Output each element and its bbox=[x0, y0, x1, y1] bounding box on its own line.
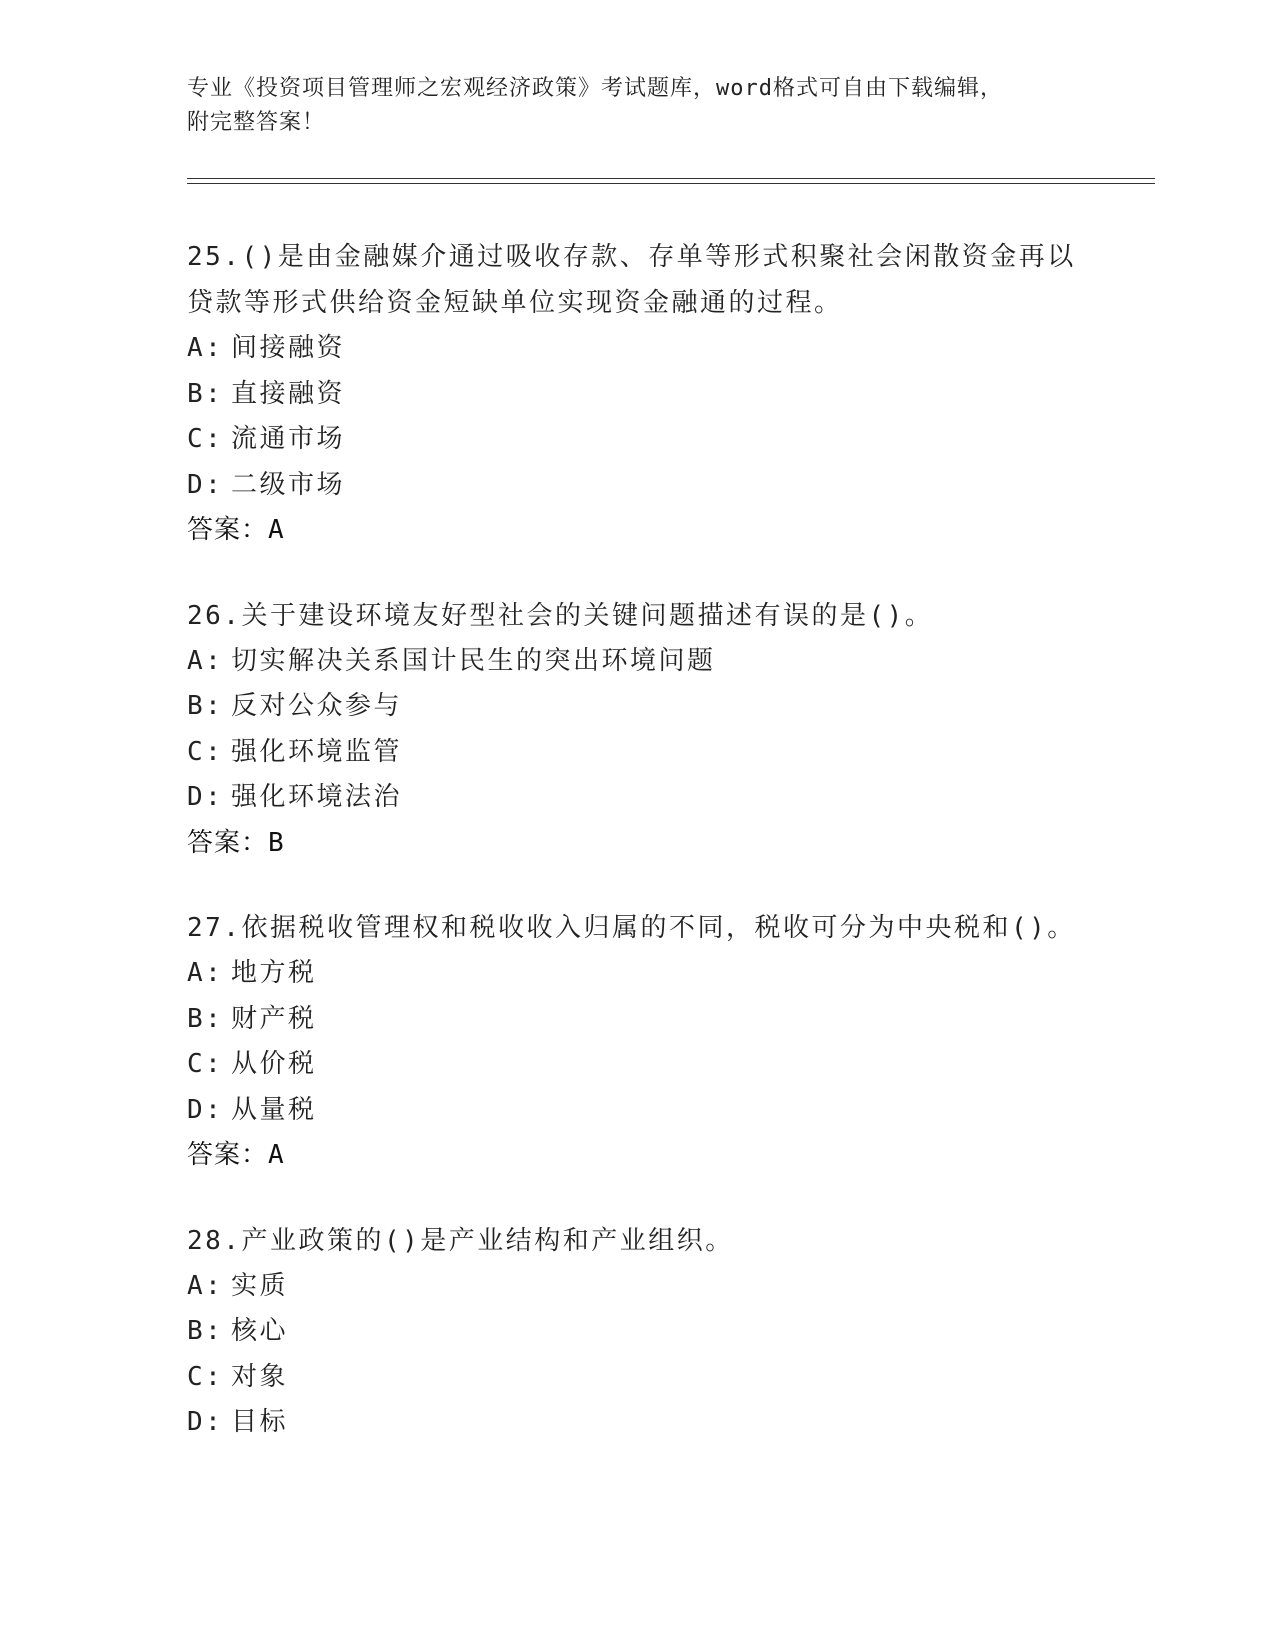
question-28 bbox=[187, 1218, 1097, 1446]
option-key: D: bbox=[187, 469, 224, 500]
answer-line bbox=[187, 821, 1097, 867]
document-header bbox=[187, 72, 1087, 140]
option-d bbox=[187, 1400, 1097, 1446]
option-b bbox=[187, 997, 1097, 1043]
option-text: 间接融资 bbox=[231, 333, 346, 363]
option-key: B: bbox=[187, 691, 224, 721]
option-key: B: bbox=[187, 378, 224, 409]
answer-line bbox=[187, 508, 1097, 554]
option-text: 切实解决关系国计民生的突出环境问题 bbox=[231, 645, 716, 676]
question-stem-line: 27.依据税收管理权和税收收入归属的不同，税收可分为中央税和()。 bbox=[187, 913, 1076, 943]
question-stem-line: 28.产业政策的()是产业结构和产业组织。 bbox=[187, 1225, 734, 1256]
answer-value: A bbox=[268, 515, 285, 545]
option-a bbox=[187, 1264, 1097, 1310]
question-27 bbox=[187, 905, 1097, 1179]
option-key: C: bbox=[187, 1361, 224, 1392]
answer-line bbox=[187, 1133, 1097, 1179]
option-d bbox=[187, 1088, 1097, 1134]
option-b bbox=[187, 684, 1097, 730]
option-key: D: bbox=[187, 1407, 224, 1437]
question-stem-line: 26.关于建设环境友好型社会的关键问题描述有误的是()。 bbox=[187, 600, 934, 631]
option-text: 反对公众参与 bbox=[231, 691, 403, 721]
option-a bbox=[187, 951, 1097, 997]
option-text: 对象 bbox=[231, 1361, 289, 1392]
option-text: 核心 bbox=[231, 1316, 289, 1346]
option-key: A: bbox=[187, 1270, 224, 1301]
answer-label: 答案： bbox=[187, 515, 269, 545]
header-line-2: 附完整答案！ bbox=[187, 110, 326, 135]
option-key: D: bbox=[187, 1094, 224, 1125]
option-c bbox=[187, 1042, 1097, 1088]
option-b bbox=[187, 1309, 1097, 1355]
option-key: A: bbox=[187, 645, 224, 676]
option-c bbox=[187, 1355, 1097, 1401]
option-d bbox=[187, 775, 1097, 821]
question-stem bbox=[187, 593, 1097, 639]
option-key: C: bbox=[187, 1049, 224, 1079]
question-25 bbox=[187, 234, 1097, 554]
option-text: 实质 bbox=[231, 1270, 289, 1301]
option-key: B: bbox=[187, 1316, 224, 1346]
option-a bbox=[187, 639, 1097, 685]
option-text: 目标 bbox=[231, 1407, 289, 1437]
option-text: 强化环境法治 bbox=[231, 782, 403, 812]
question-stem bbox=[187, 905, 1097, 951]
option-key: A: bbox=[187, 333, 224, 363]
option-key: B: bbox=[187, 1003, 224, 1034]
option-text: 财产税 bbox=[231, 1003, 317, 1034]
question-list bbox=[187, 234, 1097, 1485]
question-stem-line: 25.()是由金融媒介通过吸收存款、存单等形式积聚社会闲散资金再以 bbox=[187, 242, 1076, 272]
answer-label: 答案： bbox=[187, 1140, 269, 1170]
option-b bbox=[187, 372, 1097, 418]
option-text: 流通市场 bbox=[231, 424, 346, 454]
option-text: 直接融资 bbox=[231, 378, 346, 409]
option-c bbox=[187, 730, 1097, 776]
option-key: D: bbox=[187, 782, 224, 812]
question-26 bbox=[187, 593, 1097, 867]
option-c bbox=[187, 417, 1097, 463]
option-text: 二级市场 bbox=[231, 469, 346, 500]
option-text: 从价税 bbox=[231, 1049, 317, 1079]
question-stem bbox=[187, 234, 1097, 326]
option-key: C: bbox=[187, 424, 224, 454]
header-line-1: 专业《投资项目管理师之宏观经济政策》考试题库，word格式可自由下载编辑， bbox=[187, 76, 1003, 101]
option-text: 强化环境监管 bbox=[231, 736, 403, 767]
header-divider-bottom bbox=[187, 183, 1155, 184]
answer-value: A bbox=[268, 1140, 285, 1170]
option-a bbox=[187, 326, 1097, 372]
question-stem-line: 贷款等形式供给资金短缺单位实现资金融通的过程。 bbox=[187, 288, 843, 318]
answer-label: 答案： bbox=[187, 827, 269, 858]
option-d bbox=[187, 463, 1097, 509]
option-key: C: bbox=[187, 736, 224, 767]
header-divider-top bbox=[187, 178, 1155, 179]
option-text: 从量税 bbox=[231, 1094, 317, 1125]
answer-value: B bbox=[268, 827, 285, 858]
option-text: 地方税 bbox=[231, 958, 317, 988]
question-stem bbox=[187, 1218, 1097, 1264]
option-key: A: bbox=[187, 958, 224, 988]
